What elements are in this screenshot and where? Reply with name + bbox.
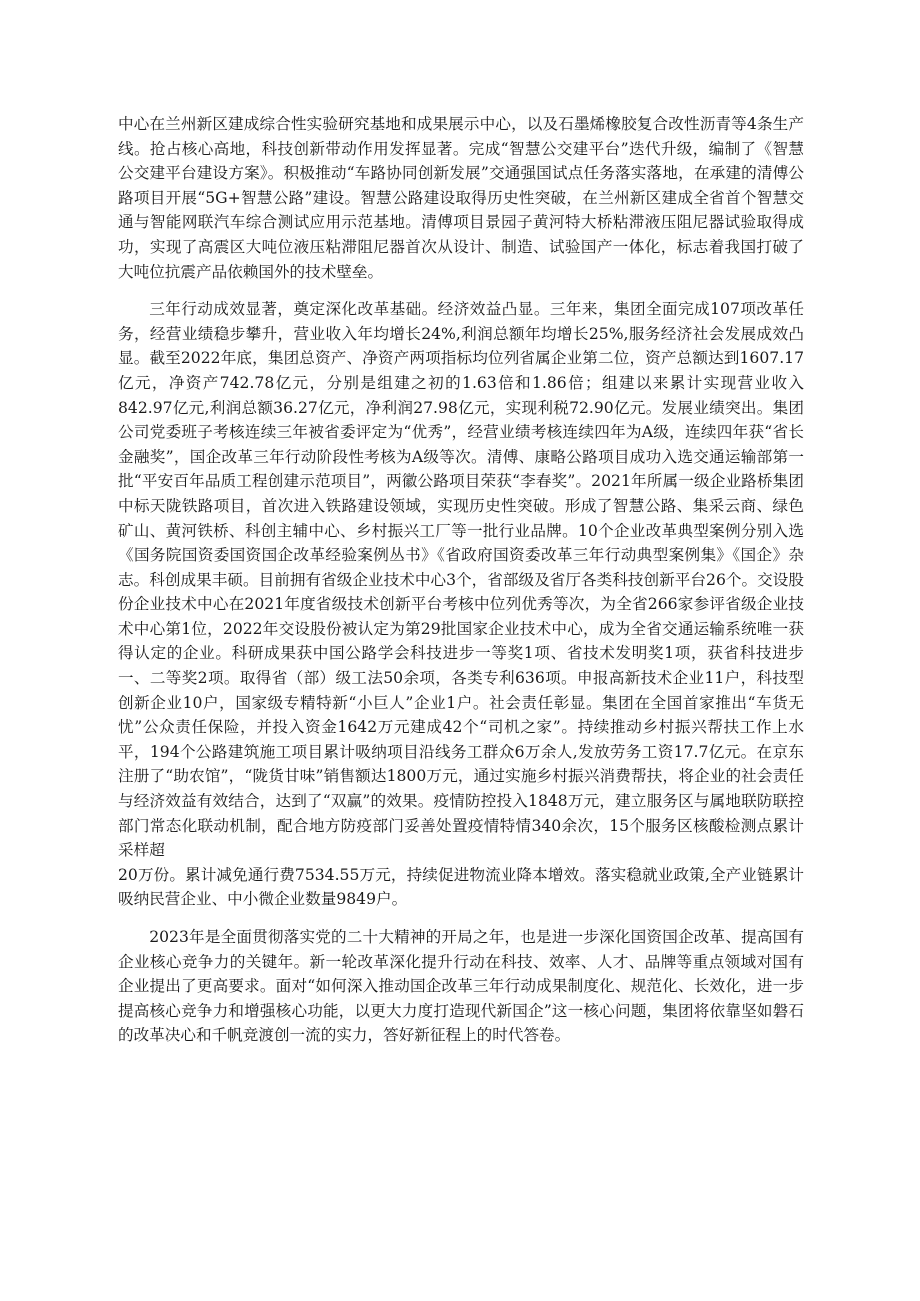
paragraph-gap [118,284,804,297]
paragraph-three-year-action: 三年行动成效显著，奠定深化改革基础。经济效益凸显。三年来，集团全面完成107项改革任务，经营业绩稳步攀升，营业收入年均增长24%,利润总额年均增长25%,服务经济社会发展成效凸显。截至2022年底，集团总资产、净资产两项指标均位列省属企业第二位，资产总额达到1607.17亿元，净资产742.78亿元，分别是组建之初的1.63倍和1.86倍；组建以来累计实现营业收入842.97亿元,利润总额36.27亿元，净利润27.98亿元，实现利税72.90亿元。发展业绩突出。集团公司党委班子考核连续三年被省委评定为“优秀”，经营业绩考核连续四年为A级，连续四年获“省长金融奖”，国企改革三年行动阶段性考核为A级等次。清傅、康略公路项目成功入选交通运输部第一批“平安百年品质工程创建示范项目”，两徽公路项目荣获“李春奖”。2021年所属一级企业路桥集团中标天陇铁路项目，首次进入铁路建设领域，实现历史性突破。形成了智慧公路、集采云商、绿色矿山、黄河铁桥、科创主辅中心、乡村振兴工厂等一批行业品牌。10个企业改革典型案例分别入选《国务院国资委国资国企改革经验案例丛书》《省政府国资委改革三年行动典型案例集》《国企》杂志。科创成果丰硕。目前拥有省级企业技术中心3个，省部级及省厅各类科技创新平台26个。交设股份企业技术中心在2021年度省级技术创新平台考核中位列优秀等次，为全省266家参评省级企业技术中心第1位，2022年交设股份被认定为第29批国家企业技术中心，成为全省交通运输系统唯一获得认定的企业。科研成果获中国公路学会科技进步一等奖1项、省技术发明奖1项，获省科技进步一、二等奖2项。取得省（部）级工法50余项，各类专利636项。申报高新技术企业11户，科技型创新企业10户，国家级专精特新“小巨人”企业1户。社会责任彰显。集团在全国首家推出“车货无忧”公众责任保险，并投入资金1642万元建成42个“司机之家”。持续推动乡村振兴帮扶工作上水平，194个公路建筑施工项目累计吸纳项目沿线务工群众6万余人,发放劳务工资17.7亿元。在京东注册了“助农馆”，“陇货甘味”销售额达1800万元，通过实施乡村振兴消费帮扶，将企业的社会责任与经济效益有效结合，达到了“双赢”的效果。疫情防控投入1848万元，建立服务区与属地联防联控部门常态化联动机制，配合地方防疫部门妥善处置疫情特情340余次，15个服务区核酸检测点累计采样超 [118,300,804,860]
paragraph-2023-outlook: 2023年是全面贯彻落实党的二十大精神的开局之年，也是进一步深化国资国企改革、提高国有企业核心竞争力的关键年。新一轮改革深化提升行动在科技、效率、人才、品牌等重点领域对国有企业提出了更高要求。面对“如何深入推动国企改革三年行动成果制度化、规范化、长效化，进一步提高核心竞争力和增强核心功能，以更大力度打造现代新国企”这一核心问题，集团将依靠坚如磐石的改革决心和千帆竞渡创一流的实力，答好新征程上的时代答卷。 [118,928,804,1045]
paragraph-gap [118,912,804,925]
paragraph-three-year-action-continued: 20万份。累计减免通行费7534.55万元，持续促进物流业降本增效。落实稳就业政策,全产业链累计吸纳民营企业、中小微企业数量9849户。 [118,865,804,909]
paragraph-tech-innovation: 中心在兰州新区建成综合性实验研究基地和成果展示中心，以及石墨烯橡胶复合改性沥青等4条生产线。抢占核心高地，科技创新带动作用发挥显著。完成“智慧公交建平台”迭代升级，编制了《智慧公交建平台建设方案》。积极推动“车路协同创新发展”交通强国试点任务落实落地，在承建的清傅公路项目开展“5G+智慧公路”建设。智慧公路建设取得历史性突破，在兰州新区建成全省首个智慧交通与智能网联汽车综合测试应用示范基地。清傅项目景园子黄河特大桥粘滞液压阻尼器试验取得成功，实现了高震区大吨位液压粘滞阻尼器首次从设计、制造、试验国产一体化，标志着我国打破了大吨位抗震产品依赖国外的技术壁垒。 [118,115,804,281]
